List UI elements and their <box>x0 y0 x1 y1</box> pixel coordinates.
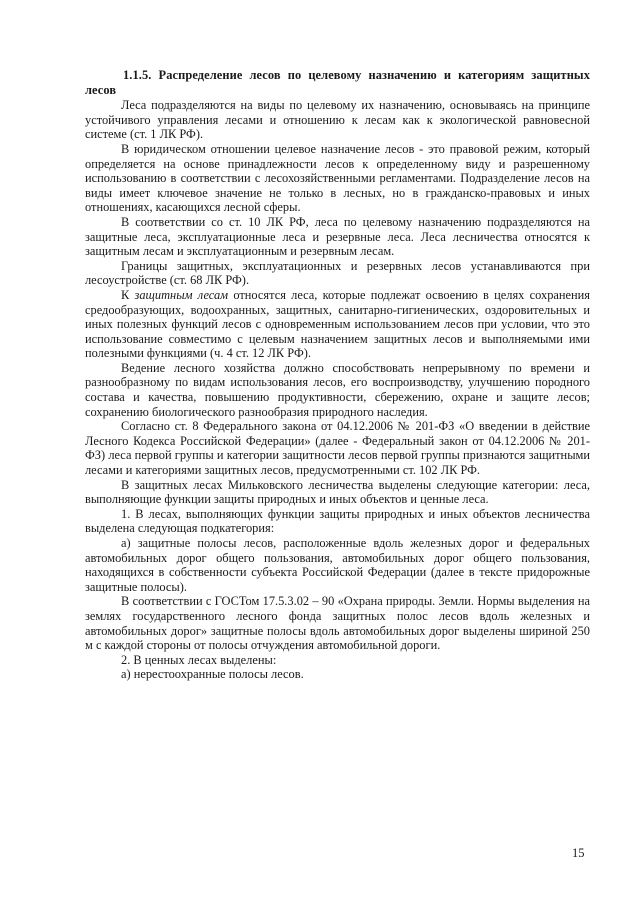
paragraph: Леса подразделяются на виды по целевому их назначению, основываясь на принципе устойчивого управления лесами и отношению к лесам как к экологической равновесной системе (ст. 1 ЛК РФ). <box>85 98 590 142</box>
section-heading: 1.1.5. Распределение лесов по целевому назначению и категориям защитных лесов <box>85 68 590 97</box>
document-page <box>85 68 590 682</box>
protective-forests-paragraph <box>85 288 590 361</box>
paragraph: а) нерестоохранные полосы лесов. <box>121 667 304 682</box>
page-number: 15 <box>572 846 585 860</box>
paragraph: 1. В лесах, выполняющих функции защиты природных и иных объектов лесничества выделена следующая подкатегория: <box>85 506 590 536</box>
paragraph: В защитных лесах Мильковского лесничества выделены следующие категории: леса, выполняющие функции защиты природных и иных объектов и ценные леса. <box>85 477 590 507</box>
italic-term: защитным лесам <box>134 287 229 302</box>
paragraph: Ведение лесного хозяйства должно способствовать непрерывному по времени и разнообразному по видам использования лесов, его воспроизводству, улучшению породного состава и качества, повышению продуктивности, сбережению, охране и защите лесов; сохранению биологического разнообразия природного наследия. <box>85 360 590 419</box>
paragraph: Согласно ст. 8 Федерального закона от 04.12.2006 № 201-ФЗ «О введении в действие Лесного Кодекса Российской Федерации» (далее - Федеральный закон от 04.12.2006 № 201-ФЗ) леса первой группы и категории защитности лесов первой группы признаются защитными лесами и категориями защитных лесов, предусмотренными ст. 102 ЛК РФ. <box>85 419 590 478</box>
paragraph: В соответствии с ГОСТом 17.5.3.02 – 90 «Охрана природы. Земли. Нормы выделения на землях государственного лесного фонда защитных полос лесов вдоль железных и автомобильных дорог» защитные полосы вдоль автомобильных дорог выделены шириной 250 м с каждой стороны от полосы отчуждения автомобильной дороги. <box>85 594 590 653</box>
paragraph: Границы защитных, эксплуатационных и резервных лесов устанавливаются при лесоустройстве (ст. 68 ЛК РФ). <box>85 258 590 288</box>
paragraph: 2. В ценных лесах выделены: <box>121 652 277 667</box>
paragraph-prefix: К <box>121 287 135 302</box>
paragraph-rest: относятся леса, которые подлежат освоению в целях сохранения средообразующих, водоохранных, защитных, санитарно-гигиенических, оздоровительных и иных полезных функций лесов с одновременным использованием лесов при условии, что это использование совместимо с целевым назначением защитных лесов и выполняемыми ими полезными функциями (ч. 4 ст. 12 ЛК РФ). <box>85 287 590 361</box>
paragraph: а) защитные полосы лесов, расположенные вдоль железных дорог и федеральных автомобильных дорог общего пользования, автомобильных дорог общего пользования, находящихся в собственности субъекта Российской Федерации (далее в тексте придорожные защитные полосы). <box>85 536 590 594</box>
paragraph: В юридическом отношении целевое назначение лесов - это правовой режим, который определяется на основе принадлежности лесов к определенному виду и разрешенному использованию в соответствии с лесохозяйственными регламентами. Подразделение лесов на виды имеет ключевое значение не только в лесных, но в гражданско-правовых и иных отношениях, касающихся лесной сферы. <box>85 141 590 215</box>
paragraph: В соответствии со ст. 10 ЛК РФ, леса по целевому назначению подразделяются на защитные леса, эксплуатационные леса и резервные леса. Леса лесничества относятся к защитным лесам и эксплуатационным и резервным лесам. <box>85 214 590 259</box>
